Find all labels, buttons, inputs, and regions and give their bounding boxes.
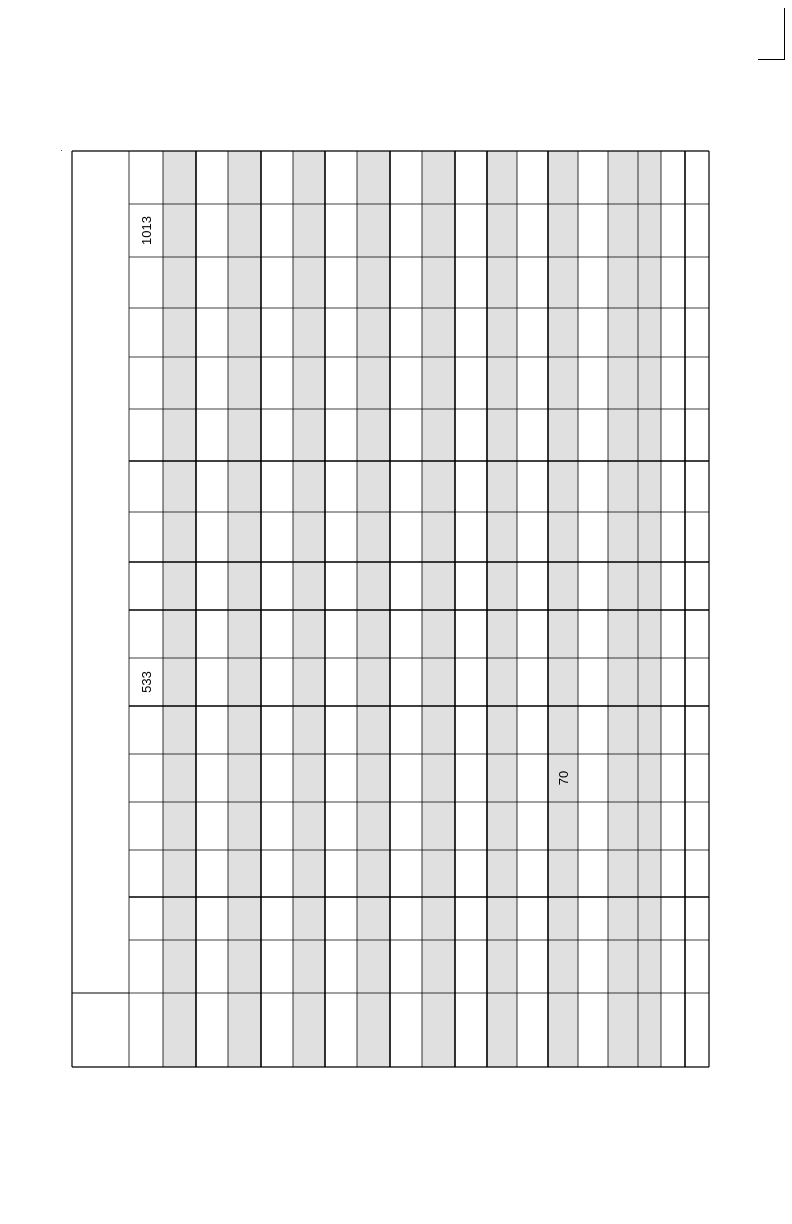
shaded-columns (163, 151, 661, 1067)
shaded-column (293, 151, 325, 1067)
cell-label-1013: 1013 (139, 216, 154, 245)
shaded-column (638, 151, 661, 1067)
shaded-column (548, 151, 578, 1067)
shaded-column (608, 151, 638, 1067)
cell-label-70: 70 (556, 770, 571, 786)
shaded-column (487, 151, 517, 1067)
shaded-column (422, 151, 455, 1067)
cell-label-533: 533 (139, 671, 154, 693)
shaded-column (228, 151, 261, 1067)
shaded-column (357, 151, 390, 1067)
shaded-column (163, 151, 196, 1067)
